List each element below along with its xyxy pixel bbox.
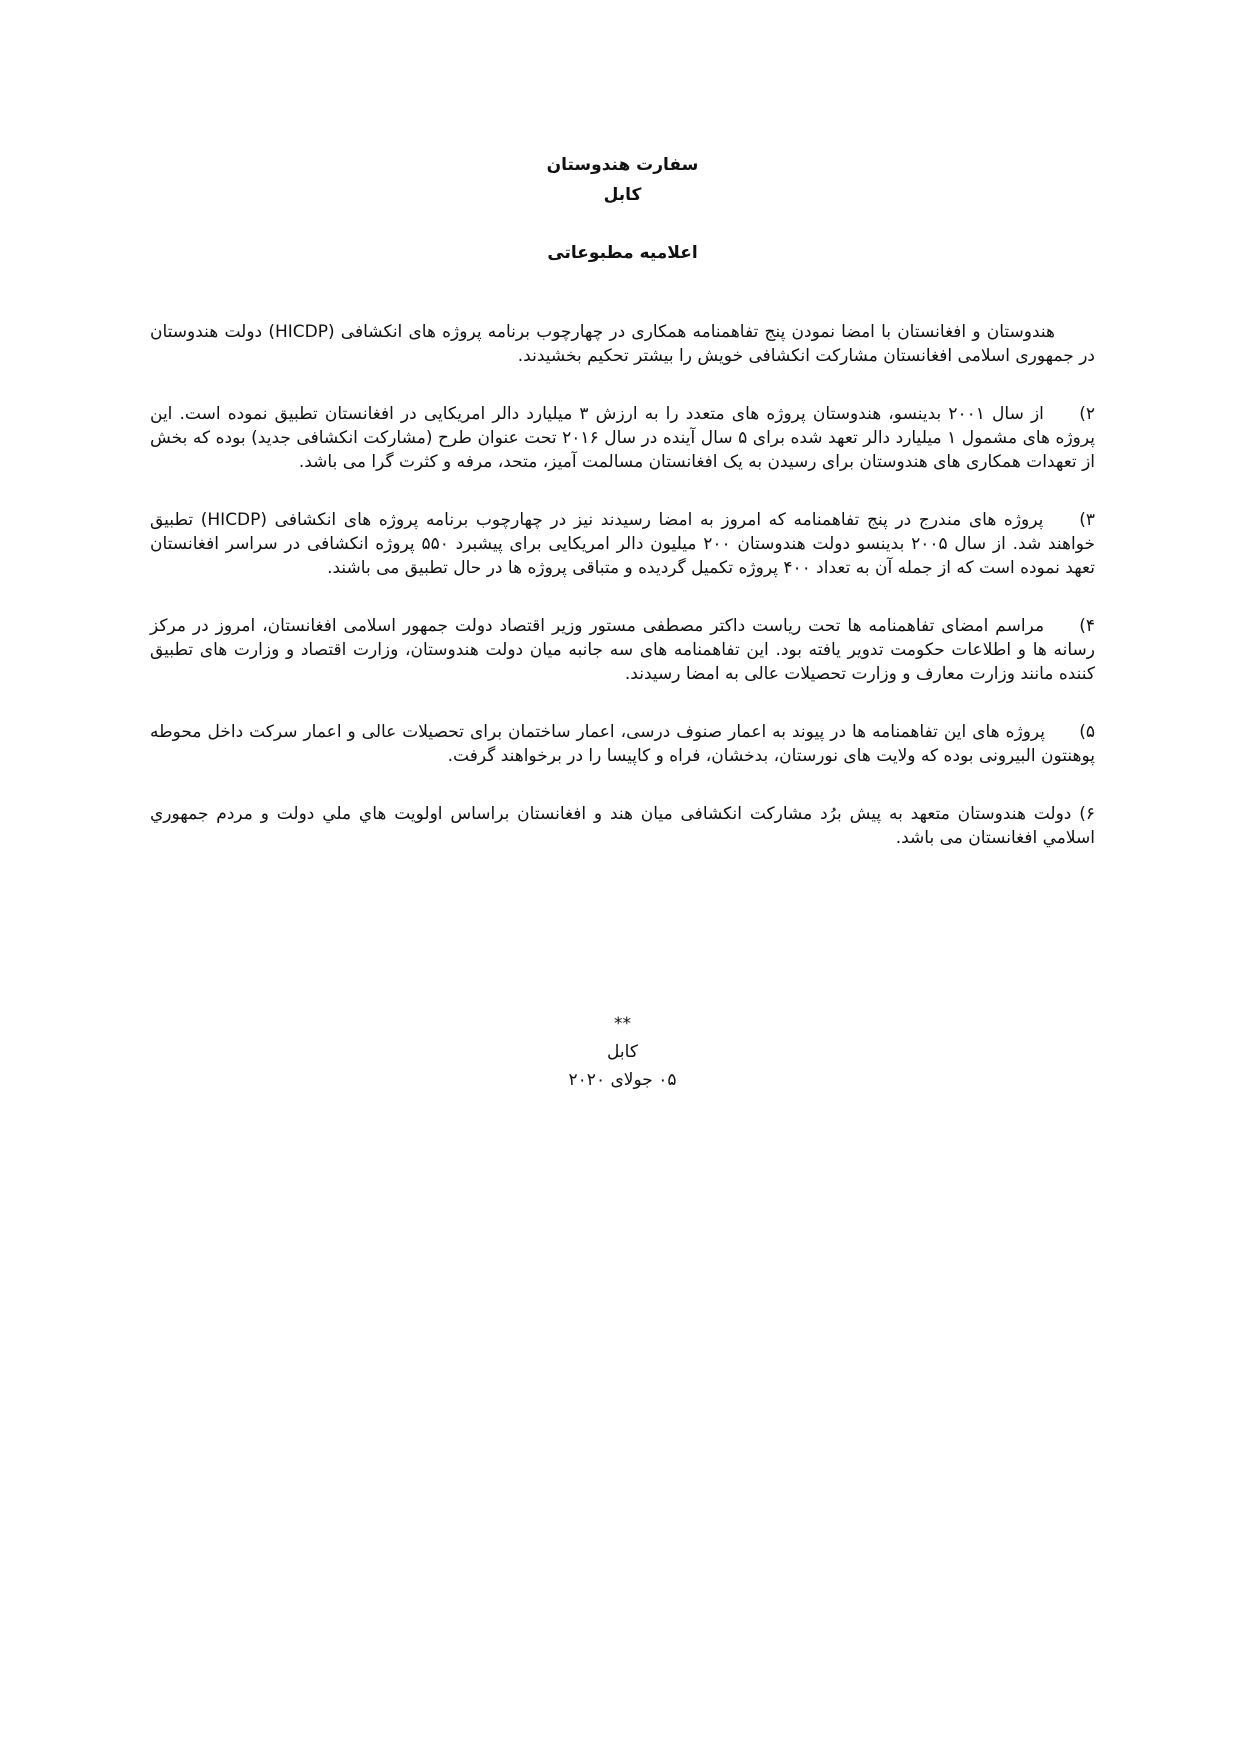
paragraph-4-text: مراسم امضای تفاهمنامه ها تحت ریاست داکتر مصطفی مستور وزیر اقتصاد دولت جمهور اسلامی افغانستان، امروز در مرکز رسانه ها و اطلاعات حکومت تدویر یافته بود. این تفاهمنامه های سه جانبه میان دولت هندوستان، وزارت اقتصاد و وزارت های تطبیق کننده مانند وزارت معارف و وزارت تحصیلات عالی به امضا رسیدند.	[150, 616, 1095, 684]
paragraph-5	[150, 720, 1095, 768]
embassy-city: کابل	[603, 185, 642, 205]
paragraph-4-number: ۴)	[1079, 616, 1095, 636]
document-title: اعلامیه مطبوعاتی	[547, 243, 698, 263]
document-footer	[150, 1010, 1095, 1094]
footer-date: ۰۵ جولای ۲۰۲۰	[568, 1070, 677, 1090]
document-body	[150, 320, 1095, 884]
paragraph-4	[150, 614, 1095, 686]
letterhead	[150, 150, 1095, 210]
paragraph-2-text: از سال ۲۰۰۱ بدینسو، هندوستان پروژه های متعدد را به ارزش ۳ میلیارد دالر امریکایی در افغانستان تطبیق نموده است. این پروژه های مشمول ۱ میلیارد دالر تعهد شده برای ۵ سال آینده در سال ۲۰۱۶ تحت عنوان طرح (مشارکت انکشافی جدید) بوده که بخش از تعهدات همکاری های هندوستان برای رسیدن به یک افغانستان مسالمت آمیز، متحد، مرفه و کثرت گرا می باشد.	[150, 404, 1095, 472]
paragraph-6-number: ۶)	[1079, 804, 1095, 824]
footer-stars: **	[614, 1014, 631, 1034]
paragraph-3-text: پروژه های مندرج در پنج تفاهمنامه که امروز به امضا رسیدند نیز در چهارچوب برنامه پروژه های انکشافی (HICDP) تطبیق خواهند شد. از سال ۲۰۰۵ بدینسو دولت هندوستان ۲۰۰ میلیون دالر امریکایی برای پیشبرد ۵۵۰ پروژه انکشافی در سراسر افغانستان تعهد نموده است که از جمله آن به تعداد ۴۰۰ پروژه تکمیل گردیده و متباقی پروژه ها در حال تطبیق می باشند.	[150, 510, 1095, 578]
paragraph-3-number: ۳)	[1079, 510, 1096, 530]
paragraph-2	[150, 402, 1095, 474]
paragraph-6-text: دولت هندوستان متعهد به پیش برُد مشارکت انکشافی میان هند و افغانستان براساس اولویت هاي ملي دولت و مردم جمهوري اسلامي افغانستان می باشد.	[150, 804, 1095, 848]
paragraph-5-number: ۵)	[1079, 722, 1095, 742]
paragraph-6	[150, 802, 1095, 850]
paragraph-1-text: هندوستان و افغانستان با امضا نمودن پنج تفاهمنامه همکاری در چهارچوب برنامه پروژه های انکشافی (HICDP) دولت هندوستان در جمهوری اسلامی افغانستان مشارکت انکشافی خویش را بیشتر تحکیم بخشیدند.	[150, 322, 1095, 366]
press-release-page	[150, 0, 1095, 1754]
paragraph-3	[150, 508, 1095, 580]
footer-city: کابل	[607, 1042, 638, 1062]
paragraph-5-text: پروژه های این تفاهمنامه ها در پیوند به اعمار صنوف درسی، اعمار ساختمان برای تحصیلات عالی و اعمار سرکت داخل محوطه پوهنتون البیرونی بوده که ولایت های نورستان، بدخشان، فراه و کاپیسا را در برخواهند گرفت.	[150, 722, 1095, 766]
embassy-name: سفارت هندوستان	[546, 155, 699, 175]
paragraph-1	[150, 320, 1095, 368]
paragraph-2-number: ۲)	[1079, 404, 1096, 424]
